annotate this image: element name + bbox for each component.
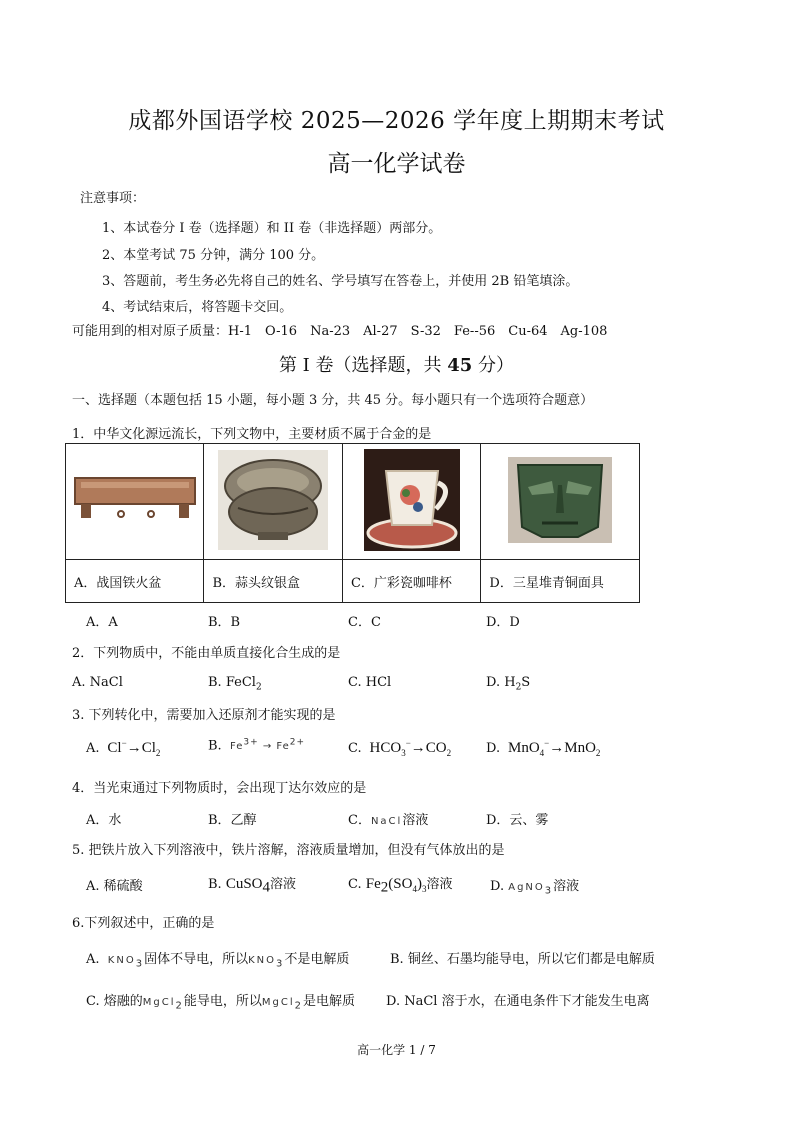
exam-title: 成都外国语学校 2025—2026 学年度上期期末考试 bbox=[128, 108, 665, 134]
formula-part: Cl bbox=[107, 740, 122, 756]
caption-b: B．蒜头纹银盒 bbox=[204, 560, 342, 603]
section-title-score: 45 bbox=[447, 355, 473, 376]
formula-part: MnO bbox=[507, 740, 540, 756]
notes-heading: 注意事项： bbox=[80, 191, 146, 206]
section-title bbox=[0, 351, 793, 377]
q6-option-c: C. 熔融的MgCl$_2$能导电，所以MgCl$_2$是电解质 bbox=[86, 994, 356, 1012]
q3-option-d bbox=[486, 738, 600, 758]
q2-option-a: A. NaCl bbox=[72, 675, 123, 690]
q1-option-b: B．B bbox=[208, 615, 241, 630]
q6-c-label: C. 熔融的 bbox=[86, 994, 143, 1009]
q3-d-label: D. bbox=[486, 741, 501, 756]
formula-part: Cl bbox=[141, 740, 156, 756]
question-4-stem: 4．当光束通过下列物质时，会出现丁达尔效应的是 bbox=[72, 781, 367, 796]
note-item: 4、考试结束后，将答题卡交回。 bbox=[102, 300, 293, 315]
note-item: 2、本堂考试 75 分钟，满分 100 分。 bbox=[102, 248, 325, 263]
note-item: 3、答题前，考生务必先将自己的姓名、学号填写在答卷上，并使用 2B 铅笔填涂。 bbox=[102, 274, 579, 289]
q5-c-formula: Fe bbox=[365, 876, 381, 892]
q5-option-b: B. CuSO$_4$溶液 bbox=[208, 876, 297, 896]
q4-c-tail: 溶液 bbox=[402, 813, 429, 828]
q2-option-d bbox=[486, 675, 530, 693]
question-6-stem: 6.下列叙述中，正确的是 bbox=[72, 916, 215, 931]
q3-option-b bbox=[208, 738, 305, 753]
q6-a-mid: 固体不导电，所以 bbox=[144, 952, 249, 967]
formula-part: Fe bbox=[276, 741, 290, 753]
q5-d-label: D. bbox=[490, 879, 505, 894]
silver-box-icon bbox=[218, 450, 328, 550]
q3-d-formula: MnO$_4$−→MnO$_2$ bbox=[507, 738, 601, 758]
q6-c-formula: MgCl bbox=[142, 997, 176, 1008]
question-2-stem: 2．下列物质中，不能由单质直接化合生成的是 bbox=[72, 646, 341, 661]
q2-option-b bbox=[208, 675, 262, 693]
q3-b-label: B. bbox=[208, 738, 222, 754]
section-title-post: 分） bbox=[472, 355, 515, 376]
q4-c-label: C． bbox=[348, 813, 371, 828]
q1-option-a: A．A bbox=[86, 615, 118, 630]
bronze-mask-icon bbox=[508, 457, 612, 543]
note-item: 1、本试卷分 I 卷（选择题）和 II 卷（非选择题）两部分。 bbox=[102, 221, 442, 236]
question-3-stem: 3. 下列转化中，需要加入还原剂才能实现的是 bbox=[72, 708, 336, 723]
q4-option-a: A．水 bbox=[86, 813, 122, 828]
bronze-mask-image bbox=[481, 444, 640, 560]
q6-option-d: D. NaCl 溶于水，在通电条件下才能发生电离 bbox=[386, 994, 650, 1009]
question-5-stem: 5. 把铁片放入下列溶液中，铁片溶解，溶液质量增加，但没有气体放出的是 bbox=[72, 843, 505, 858]
caption-a: A．战国铁火盆 bbox=[66, 560, 204, 603]
q3-c-formula: $HCO_3^-\to CO_2$ bbox=[369, 738, 452, 758]
q1-option-d: D．D bbox=[486, 615, 520, 630]
question-1-stem: 1．中华文化源远流长，下列文物中，主要材质不属于合金的是 bbox=[72, 427, 432, 442]
q5-c-tail: 溶液 bbox=[426, 877, 453, 892]
iron-brazier-icon bbox=[71, 470, 199, 530]
q2-option-d-tail: S bbox=[521, 675, 531, 690]
formula-part: Fe bbox=[230, 741, 244, 753]
q3-c-label: C. bbox=[348, 741, 362, 756]
iron-brazier-image bbox=[66, 444, 204, 560]
atomic-mass-line: 可能用到的相对原子质量：H-1 O-16 Na-23 Al-27 S-32 Fe--56 Cu-64 Ag-108 bbox=[72, 324, 608, 339]
q6-a-tail: 不是电解质 bbox=[284, 952, 350, 967]
q2-option-c: C. HCl bbox=[348, 675, 392, 690]
coffee-cup-icon bbox=[364, 449, 460, 551]
q5-b-label: B. bbox=[208, 877, 222, 892]
q5-option-a: A. 稀硫酸 bbox=[86, 879, 143, 894]
q5-option-c: C. $Fe_2(SO_4)_3$溶液 bbox=[348, 876, 453, 896]
q6-a-label: A. bbox=[86, 952, 100, 967]
formula-part: HCO bbox=[369, 740, 402, 756]
q2-option-b-text: B. FeCl bbox=[208, 675, 256, 690]
q4-option-d: D．云、雾 bbox=[486, 813, 549, 828]
q6-a-formula: KNO bbox=[248, 955, 277, 966]
silver-box-image bbox=[204, 444, 342, 560]
q6-a-formula: KNO bbox=[107, 955, 136, 966]
q3-a-label: A. bbox=[86, 741, 100, 756]
q4-c-formula: NaCl bbox=[370, 816, 403, 827]
q4-option-c bbox=[348, 809, 428, 828]
formula-part: CO bbox=[425, 740, 447, 756]
q4-option-b: B．乙醇 bbox=[208, 813, 257, 828]
q5-d-formula: AgNO bbox=[508, 882, 545, 893]
q2-option-d-text: D. H bbox=[486, 675, 516, 690]
q5-b-formula: CuSO bbox=[225, 876, 263, 892]
artifact-table bbox=[65, 443, 640, 603]
q3-b-formula: $Fe^{3+} \to Fe^{2+}$ bbox=[230, 738, 306, 753]
part-instructions: 一、选择题（本题包括 15 小题，每小题 3 分，共 45 分。每小题只有一个选项符合题意） bbox=[72, 393, 594, 408]
caption-d: D．三星堆青铜面具 bbox=[481, 560, 640, 603]
caption-c: C．广彩瓷咖啡杯 bbox=[342, 560, 480, 603]
subscript: 2 bbox=[515, 682, 522, 693]
q6-option-a: A. $KNO_3$固体不导电，所以$KNO_3$不是电解质 bbox=[86, 952, 350, 970]
q6-c-tail: 是电解质 bbox=[303, 994, 356, 1009]
q3-a-formula: $Cl^-\to Cl_2$ bbox=[107, 738, 161, 758]
q5-option-d: D. AgNO$_3$溶液 bbox=[490, 879, 580, 897]
q1-option-c: C．C bbox=[348, 615, 381, 630]
q5-d-tail: 溶液 bbox=[553, 879, 580, 894]
q5-b-tail: 溶液 bbox=[270, 877, 297, 892]
q3-option-a bbox=[86, 738, 160, 758]
subscript: 2 bbox=[255, 682, 262, 693]
section-title-pre: 第 I 卷（选择题，共 bbox=[278, 355, 448, 376]
page-footer: 高一化学 1 / 7 bbox=[357, 1043, 436, 1057]
formula-part: MnO bbox=[564, 740, 596, 756]
q6-c-formula: MgCl bbox=[261, 997, 295, 1008]
q6-c-mid: 能导电，所以 bbox=[183, 994, 262, 1009]
q3-option-c bbox=[348, 738, 451, 758]
exam-subtitle: 高一化学试卷 bbox=[327, 151, 466, 177]
q6-option-b: B. 铜丝、石墨均能导电，所以它们都是电解质 bbox=[390, 952, 655, 967]
q5-c-label: C. bbox=[348, 877, 362, 892]
porcelain-cup-image bbox=[342, 444, 480, 560]
